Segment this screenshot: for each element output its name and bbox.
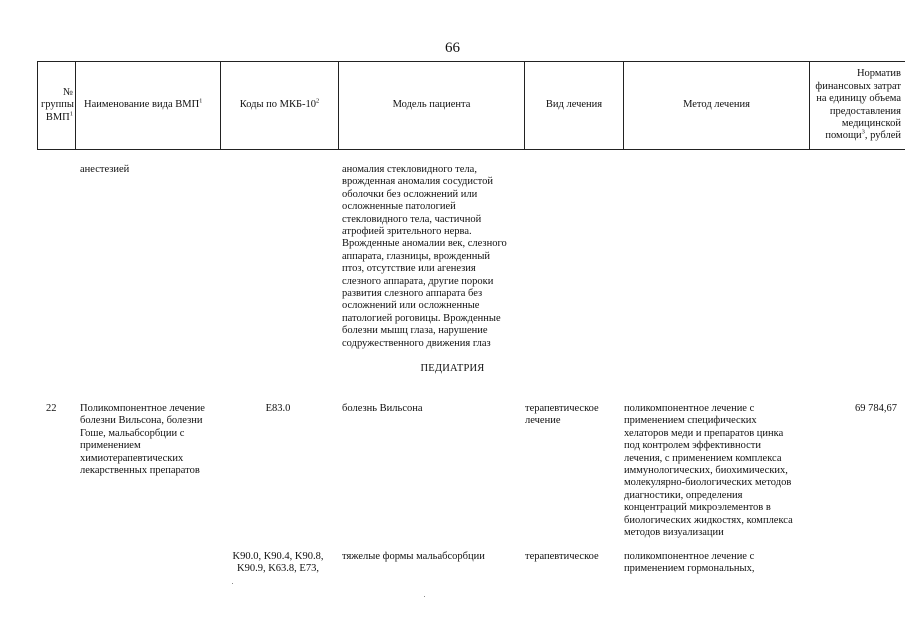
header-cell-vmp-name: [76, 62, 221, 150]
header-cost-norm-unit: , рублей: [864, 130, 901, 142]
header-treatment-type-label: Вид лечения: [545, 99, 603, 111]
header-cell-group-number: [38, 62, 76, 150]
treatment-type: терапевтическое: [525, 551, 599, 562]
treatment-method: поликомпонентное лечение с применением специфических хелаторов меди и препаратов цинка под контролем эффективности лечения, с применением комплекса иммунологических, биохимических, молекулярно-биологических методов диагностики, определения концентраций микроэлементов в биологических жидкостях, комплекса методов визуализации: [624, 403, 793, 539]
patient-model: тяжелые формы мальабсорбции: [342, 551, 485, 562]
header-cell-icd-codes: [221, 62, 339, 150]
vmp-name: Поликомпонентное лечение болезни Вильсона, болезни Гоше, мальабсорбции с применением химиотерапевтических лекарственных препаратов: [80, 403, 205, 477]
continuation-patient-model: аномалия стекловидного тела, врожденная аномалия сосудистой оболочки без осложнений или осложненные патологией стекловидного тела, частичной атрофией зрительного нерва. Врожденные аномалии век, слезного аппарата, глазницы, врожденный птоз, отсутствие или агенезия слезного аппарата, другие пороки развития слезного аппарата без осложнений или осложненные патологией роговицы. Врожденные болезни мышц глаза, нарушение содружественного движения глаз: [342, 164, 507, 349]
header-group-number-label: № группы ВМП: [41, 86, 74, 123]
footnote-ref: 1: [69, 110, 73, 118]
header-cost-norm-label: Норматив финансовых затрат на единицу объема предоставления медицинской помощи: [815, 68, 901, 142]
patient-model: болезнь Вильсона: [342, 403, 423, 414]
scan-speck: [424, 596, 425, 597]
header-cell-cost-norm: [810, 62, 905, 150]
footnote-ref: 1: [199, 97, 203, 105]
header-treatment-method-label: Метод лечения: [683, 99, 750, 111]
icd-codes: E83.0: [265, 403, 291, 414]
scan-speck: [232, 583, 233, 584]
header-cell-patient-model: [339, 62, 525, 150]
header-vmp-name-label: Наименование вида ВМП: [84, 99, 200, 111]
header-cell-treatment-type: [525, 62, 624, 150]
treatment-type: терапевтическое лечение: [525, 403, 599, 427]
group-number: 22: [46, 403, 57, 414]
footnote-ref: 2: [316, 97, 320, 105]
section-heading: ПЕДИАТРИЯ: [420, 363, 485, 374]
footnote-ref: 3: [861, 128, 865, 136]
header-cell-treatment-method: [624, 62, 810, 150]
page-number: 66: [445, 40, 460, 56]
header-icd-codes-label: Коды по МКБ-10: [239, 99, 317, 111]
continuation-vmp-name: анестезией: [80, 164, 130, 175]
header-patient-model-label: Модель пациента: [392, 99, 471, 111]
icd-codes: K90.0, K90.4, K90.8, K90.9, K63.8, E73,: [232, 551, 324, 575]
treatment-method: поликомпонентное лечение с применением гормональных,: [624, 551, 755, 575]
cost-norm: 69 784,67: [855, 403, 897, 414]
table-header: [37, 61, 905, 150]
